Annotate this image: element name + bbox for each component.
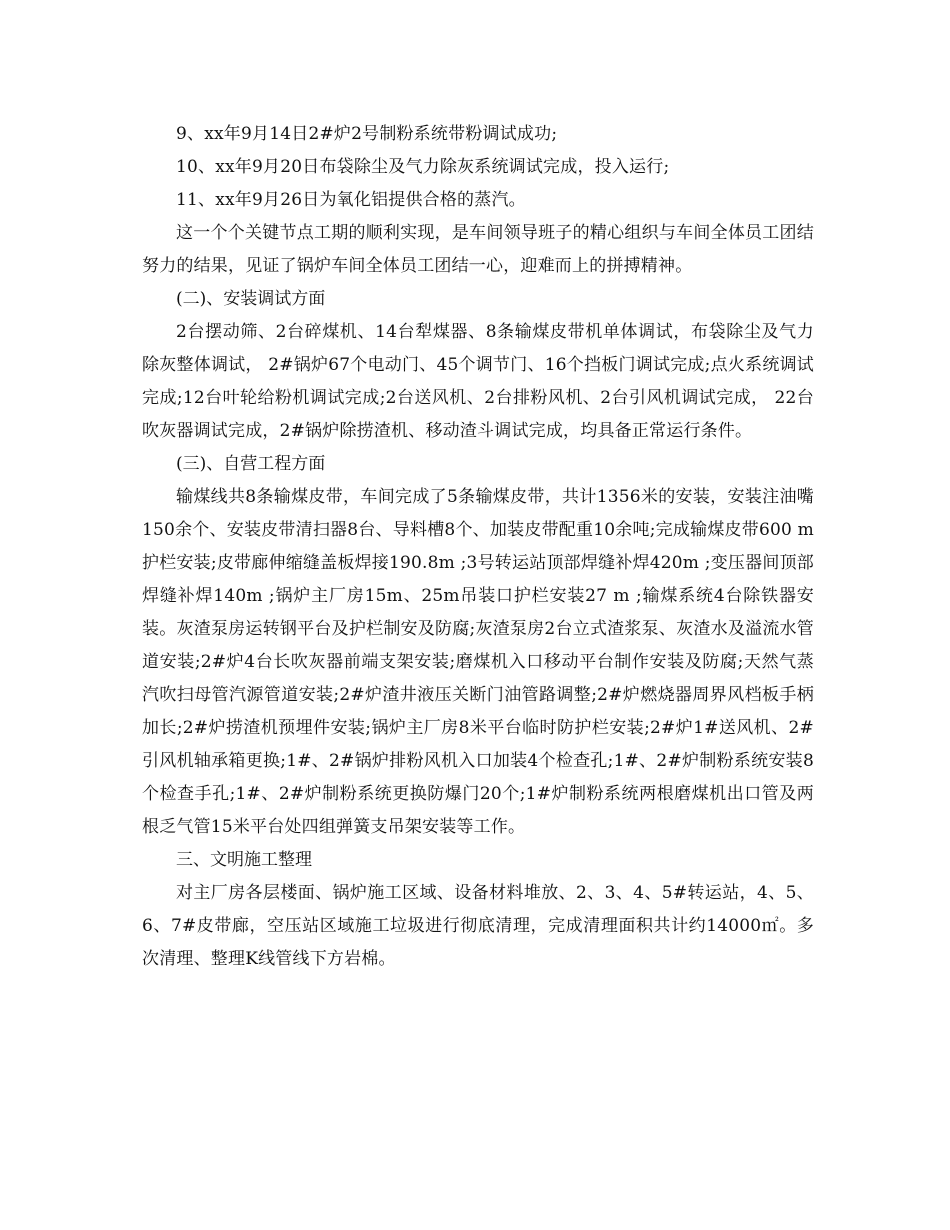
section-heading-civilized-construction: 三、文明施工整理 (176, 850, 312, 870)
section-heading-installation: (二)、安装调试方面 (176, 289, 326, 309)
item-9: 9、xx年9月14日2#炉2号制粉系统带粉调试成功; (176, 124, 558, 144)
item-10: 10、xx年9月20日布袋除尘及气力除灰系统调试完成，投入运行; (176, 157, 670, 177)
summary-paragraph: 这一个个关键节点工期的顺利实现，是车间领导班子的精心组织与车间全体员工团结努力的结果，见证了锅炉车间全体员工团结一心，迎难而上的拼搏精神。 (142, 223, 814, 276)
installation-paragraph: 2台摆动筛、2台碎煤机、14台犁煤器、8条输煤皮带机单体调试，布袋除尘及气力除灰整体调试， 2#锅炉67个电动门、45个调节门、16个挡板门调试完成;点火系统调试完成;12台叶轮给粉机调试完成;2台送风机、2台排粉风机、2台引风机调试完成， 22台吹灰器调试完成，2#锅炉除捞渣机、移动渣斗调试完成，均具备正常运行条件。 (142, 322, 814, 441)
self-operated-paragraph: 输煤线共8条输煤皮带，车间完成了5条输煤皮带，共计1356米的安装，安装注油嘴150余个、安装皮带清扫器8台、导料槽8个、加装皮带配重10余吨;完成输煤皮带600 m护栏安装;皮带廊伸缩缝盖板焊接190.8m ;3号转运站顶部焊缝补焊420m ;变压器间顶部焊缝补焊140m ;锅炉主厂房15m、25m吊装口护栏安装27 m ;输煤系统4台除铁器安装。灰渣泵房运转钢平台及护栏制安及防腐;灰渣泵房2台立式渣浆泵、灰渣水及溢流水管道安装;2#炉4台长吹灰器前端支架安装;磨煤机入口移动平台制作安装及防腐;天然气蒸汽吹扫母管汽源管道安装;2#炉渣井液压关断门油管路调整;2#炉燃烧器周界风档板手柄加长;2#炉捞渣机预埋件安装;锅炉主厂房8米平台临时防护栏安装;2#炉1#送风机、2#引风机轴承箱更换;1#、2#锅炉排粉风机入口加装4个检查孔;1#、2#炉制粉系统安装8个检查手孔;1#、2#炉制粉系统更换防爆门20个;1#炉制粉系统两根磨煤机出口管及两根乏气管15米平台处四组弹簧支吊架安装等工作。 (142, 487, 814, 837)
item-11: 11、xx年9月26日为氧化铝提供合格的蒸汽。 (176, 190, 526, 210)
document-page (142, 118, 814, 976)
civilized-construction-paragraph: 对主厂房各层楼面、锅炉施工区域、设备材料堆放、2、3、4、5#转运站，4、5、6、7#皮带廊，空压站区域施工垃圾进行彻底清理，完成清理面积共计约14000㎡。多次清理、整理K线管线下方岩棉。 (142, 883, 814, 969)
section-heading-self-operated: (三)、自营工程方面 (176, 454, 326, 474)
